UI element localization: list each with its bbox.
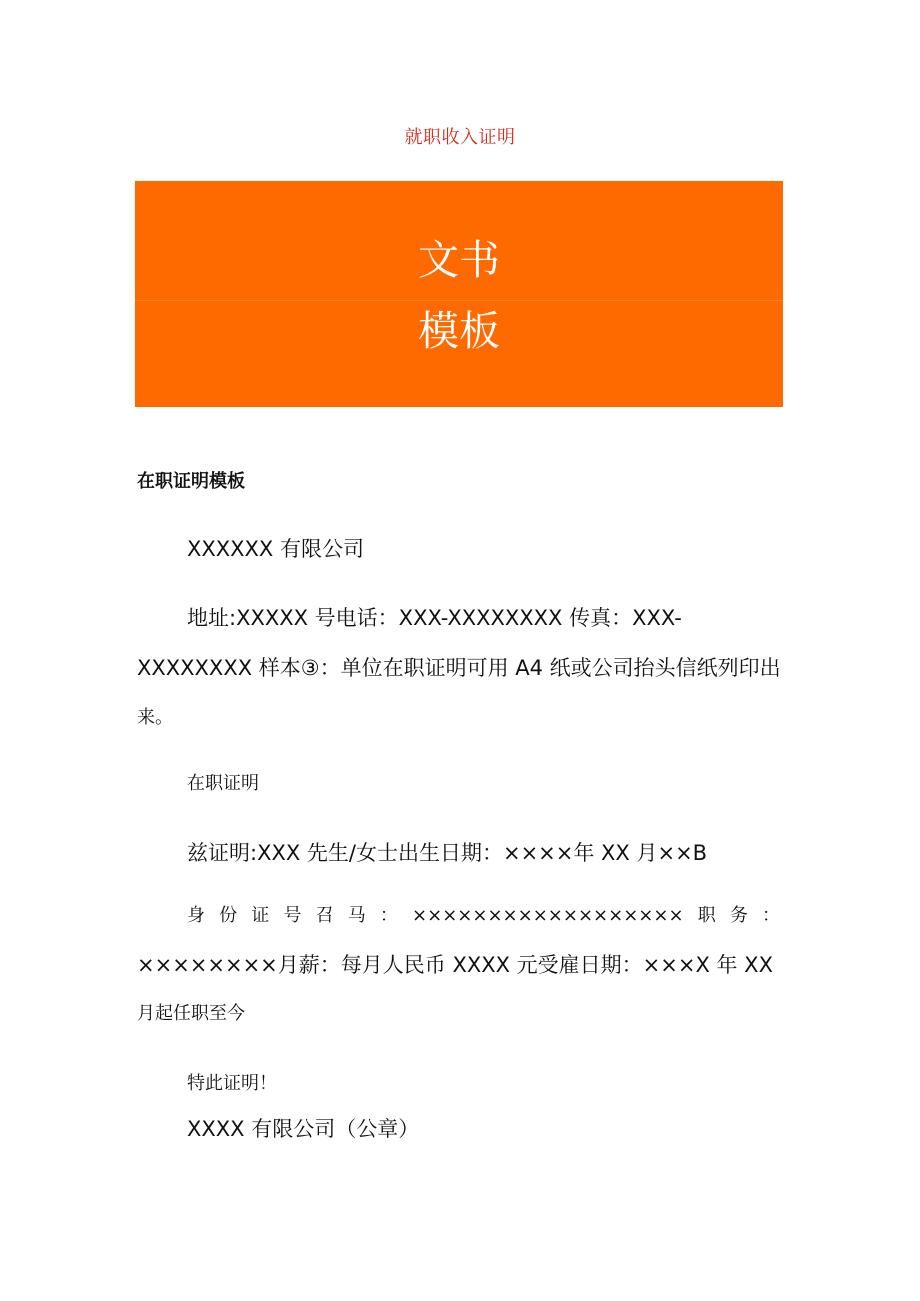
certificate-line: 兹证明:XXX 先生/女士出生日期：××××年 XX 月××B <box>187 841 708 865</box>
banner-line-1: 文书 <box>418 236 500 284</box>
document-top-title: 就职收入证明 <box>404 127 516 148</box>
address-line-2: XXXXXXXX 样本③：单位在职证明可用 A4 纸或公司抬头信纸列印出 <box>137 656 781 680</box>
closing-line: 特此证明！ <box>187 1073 277 1094</box>
banner-divider <box>135 300 783 301</box>
address-line-3: 来。 <box>137 707 173 728</box>
signature-line: XXXX 有限公司（公章） <box>187 1117 420 1141</box>
company-line: XXXXXX 有限公司 <box>187 537 364 561</box>
address-line-1: 地址:XXXXX 号电话：XXX-XXXXXXXX 传真：XXX- <box>187 606 682 630</box>
id-line-2: ××××××××月薪：每月人民币 XXXX 元受雇日期：×××X 年 XX <box>137 953 773 977</box>
template-banner <box>135 181 783 407</box>
banner-line-2: 模板 <box>418 307 500 355</box>
certificate-title: 在职证明 <box>187 773 259 794</box>
id-line-3: 月起任职至今 <box>137 1003 245 1024</box>
id-line-1: 身份证号召马：××××××××××××××××××职务： <box>187 905 780 926</box>
section-heading: 在职证明模板 <box>137 471 245 492</box>
